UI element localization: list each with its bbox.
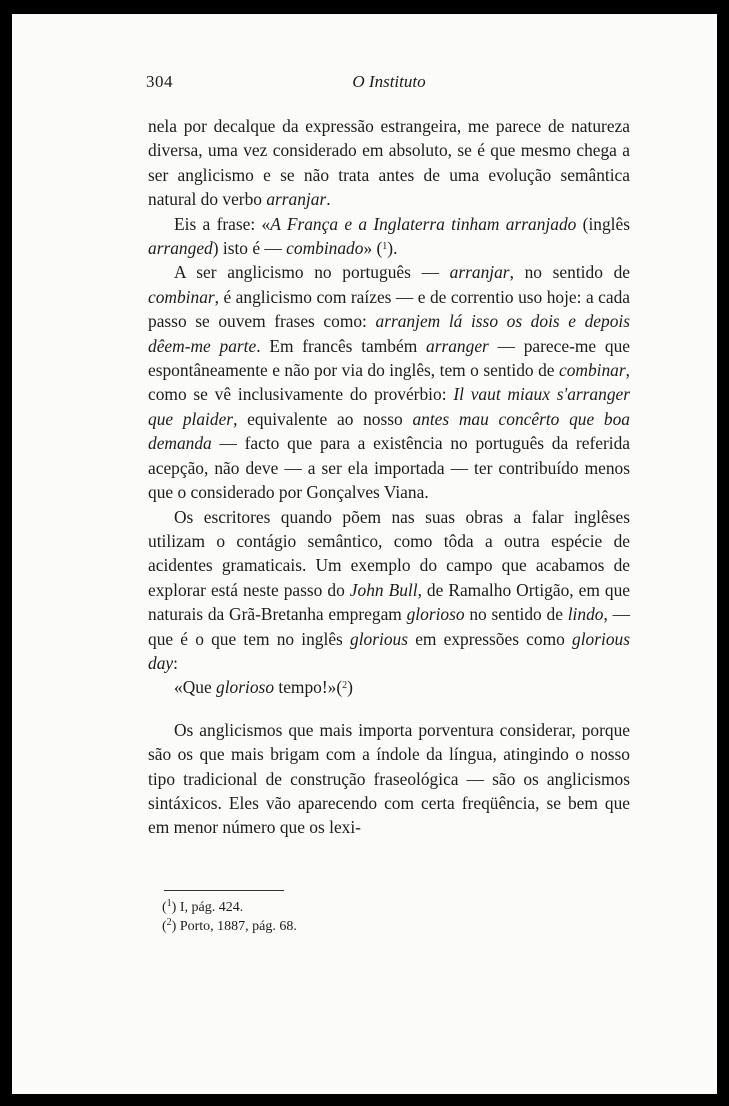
footnote-rule xyxy=(164,890,284,891)
quotation: «Que glorioso tempo!»($^2$) xyxy=(174,677,353,698)
paragraph: Os anglicismos que mais importa porventura considerar, porque são os que mais brigam com a índole da língua, atingindo o nosso tipo tradicional de construção fraseológica — são os anglicismos sintáxicos. Eles vão aparecendo com certa freqüência, se bem que em menor número que os lexi- xyxy=(148,719,630,838)
paragraph: Eis a frase: «A França e a Inglaterra tinham arranjado (inglês arranged) isto é — combinado» ($^1$). xyxy=(148,213,630,259)
page-number: 304 xyxy=(146,72,173,91)
footnote: ($^1$) I, pág. 424. xyxy=(162,898,244,915)
footnote: ($^2$) Porto, 1887, pág. 68. xyxy=(162,917,297,934)
paragraph: nela por decalque da expressão estrangeira, me parece de natureza diversa, uma vez considerado em absoluto, se é que mesmo chega a ser anglicismo e se não trata antes de uma evolução semântica natural do verbo arranjar. xyxy=(148,116,630,210)
book-page xyxy=(12,14,717,1094)
page-header xyxy=(146,66,632,94)
paragraph: A ser anglicismo no português — arranjar, no sentido de combinar, é anglicismo com raízes — e de correntio uso hoje: a cada passo se ouvem frases como: arranjem lá isso os dois e depois dêem-me parte. Em francês também arranger — parece-me que espontâneamente e não por via do inglês, tem o sentido de combinar, como se vê inclusivamente do provérbio: Il vaut miaux s'arranger que plaider, equivalente ao nosso antes mau concêrto que boa demanda — facto que para a existência no português da referida acepção, não deve — a ser ela importada — ter contribuído menos que o considerado por Gonçalves Viana. xyxy=(148,262,630,503)
body-text xyxy=(148,114,630,840)
paragraph: Os escritores quando põem nas suas obras a falar inglêses utilizam o contágio semântico, como tôda a outra espécie de acidentes gramaticais. Um exemplo do campo que acabamos de explorar está neste passo do John Bull, de Ramalho Ortigão, em que naturais da Grã-Bretanha empregam glorioso no sentido de lindo, — que é o que tem no inglês glorious em expressões como glorious day: xyxy=(148,506,630,673)
footnotes xyxy=(162,898,462,936)
running-title: O Instituto xyxy=(352,72,426,91)
